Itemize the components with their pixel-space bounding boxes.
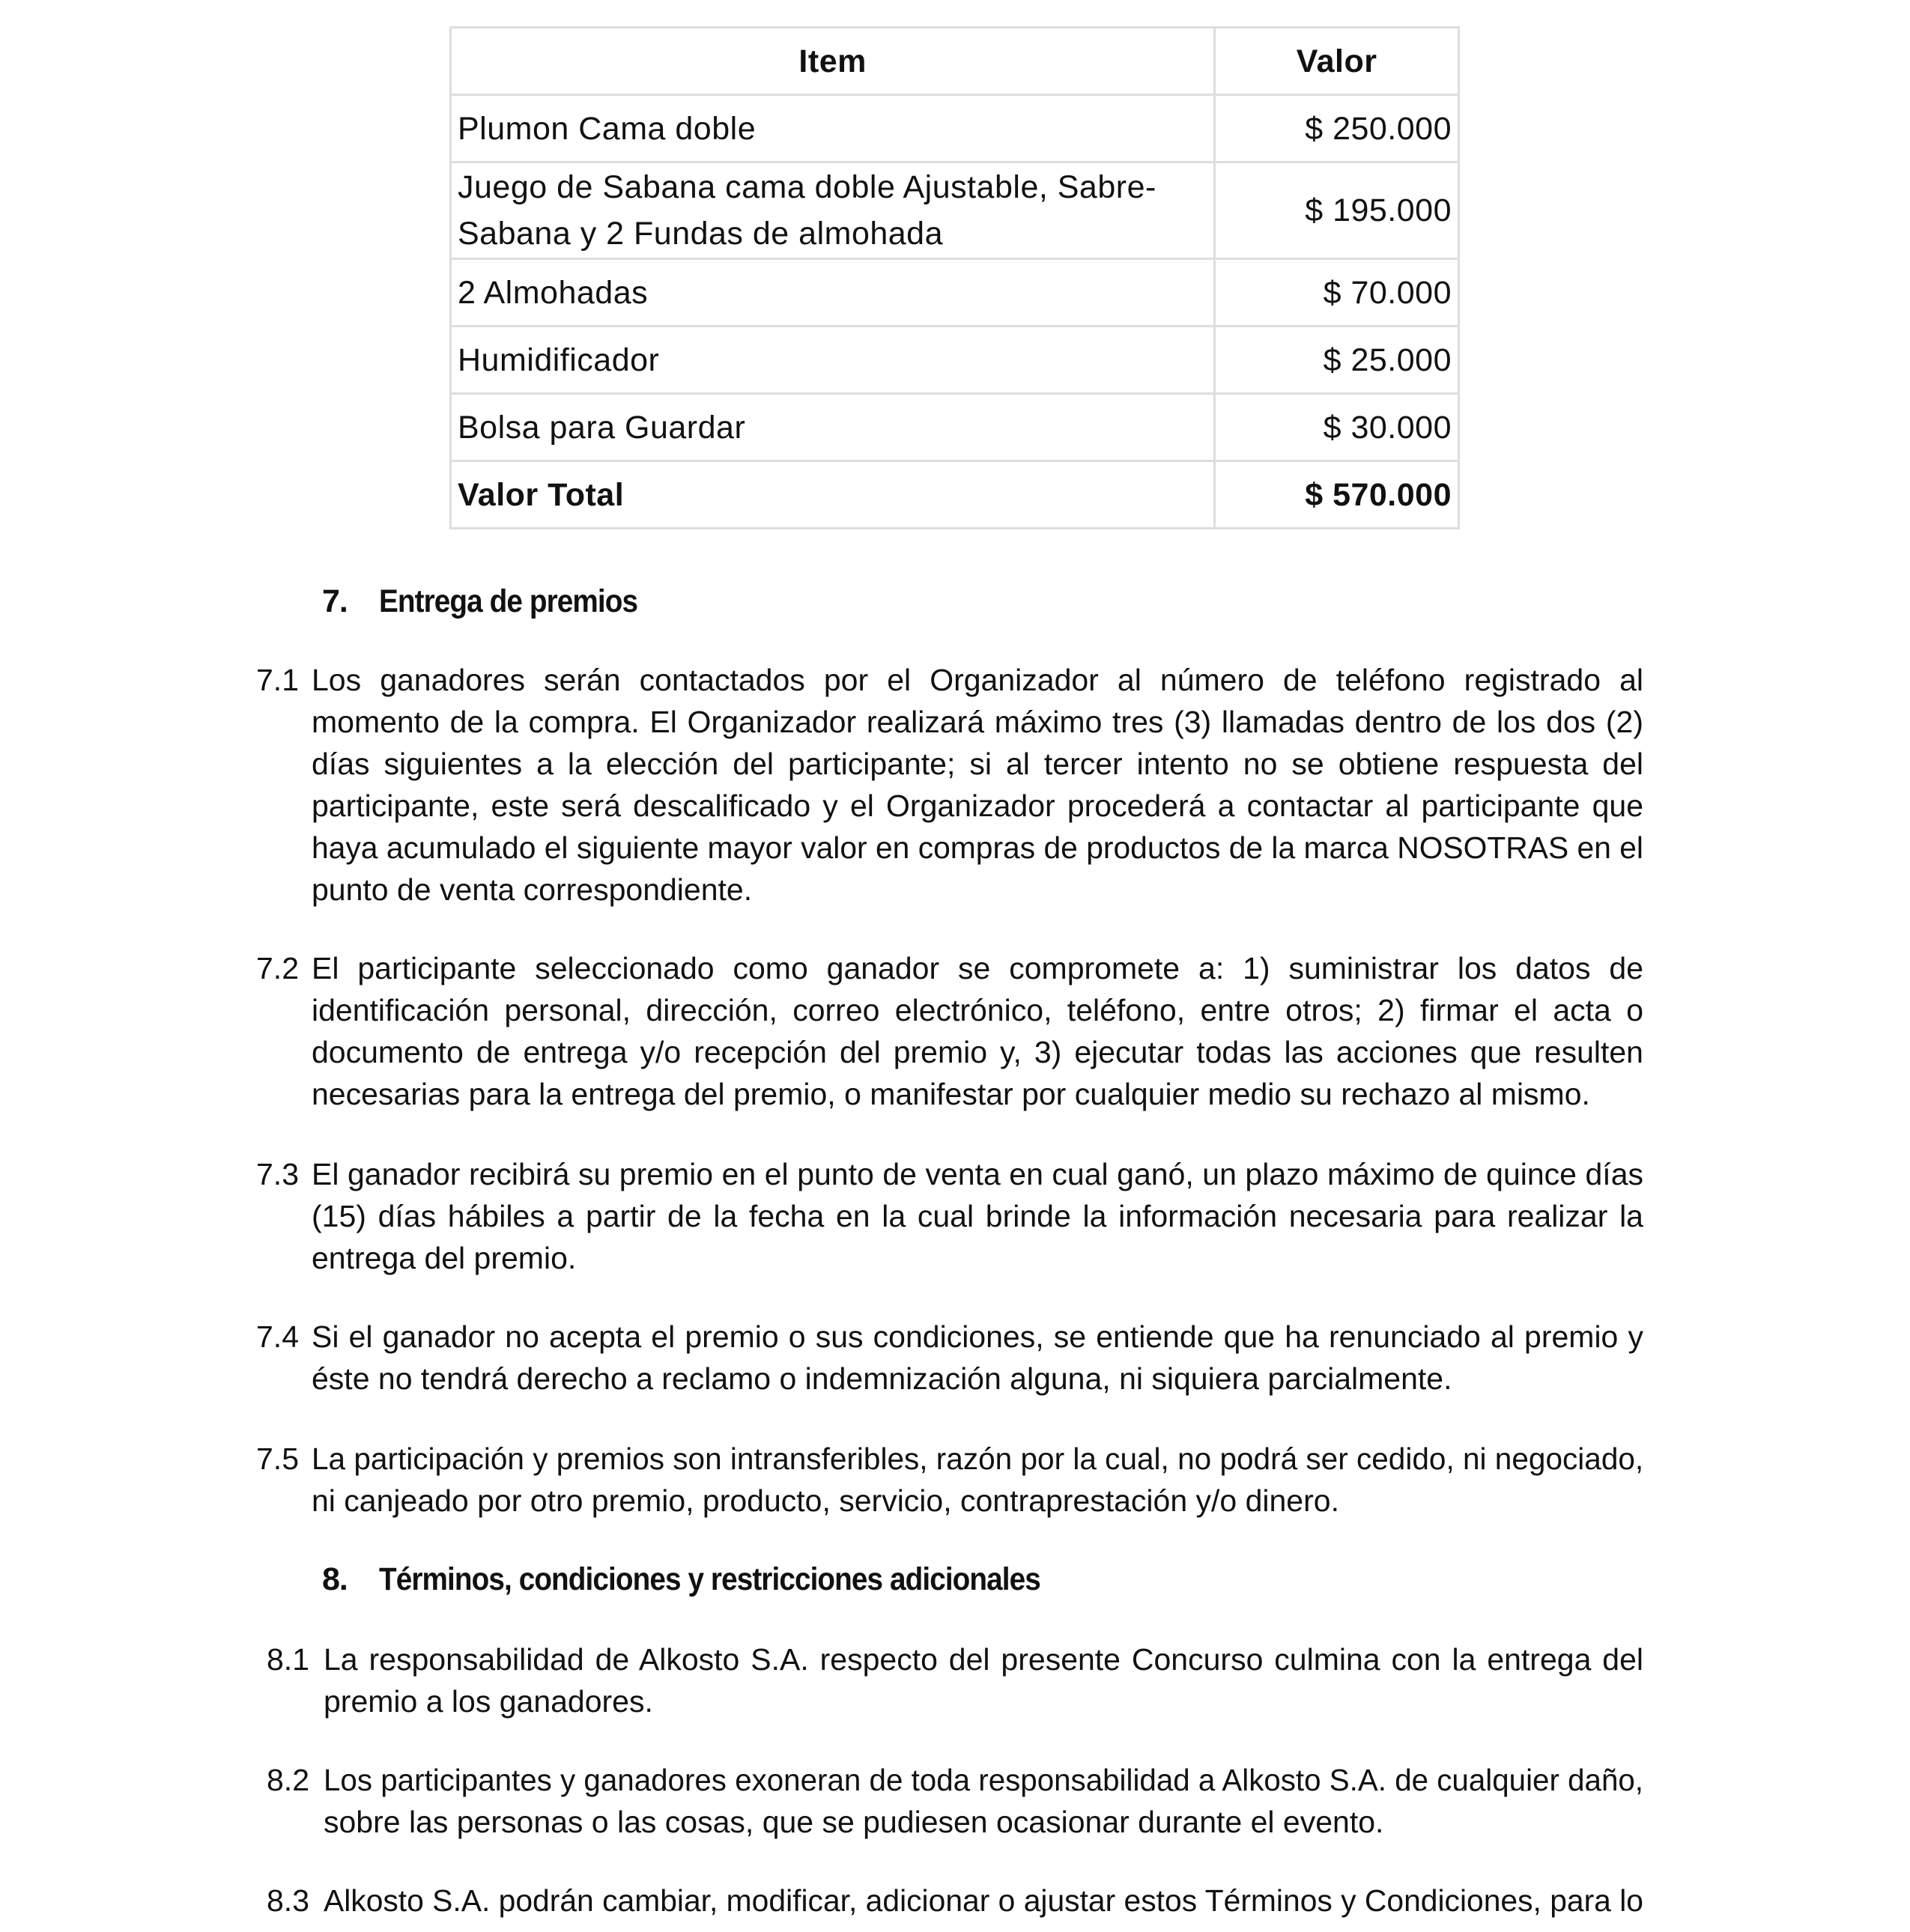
table-row [451,162,1459,259]
section-heading [322,580,996,622]
clause-body [312,1316,1643,1400]
value-cell: $ 195.000 [1215,162,1459,259]
clause-line: participante, este será descalificado y el Organizador procederá a contactar al participante que [312,789,1643,823]
clause-line: ni canjeado por otro premio, producto, servicio, contraprestación y/o dinero. [312,1483,1339,1518]
total-label: Valor Total [451,461,1215,529]
table-total-row [451,461,1459,529]
clause-line: La responsabilidad de Alkosto S.A. respecto del presente Concurso culmina con la entrega del [324,1642,1643,1677]
clause-line: sobre las personas o las cosas, que se pudiesen ocasionar durante el evento. [324,1805,1384,1839]
item-cell-line: Juego de Sabana cama doble Ajustable, Sabre- [458,169,1156,205]
clause-line: necesarias para la entrega del premio, o manifestar por cualquier medio su rechazo al mismo. [312,1077,1590,1111]
clause-body [324,1880,1643,1922]
value-cell: $ 25.000 [1215,326,1459,394]
clause-line: Los ganadores serán contactados por el Organizador al número de teléfono registrado al [312,663,1643,697]
clause-line: Si el ganador no acepta el premio o sus condiciones, se entiende que ha renunciado al premio y [312,1319,1643,1354]
section-title: Entrega de premios [379,583,638,619]
table-row [451,259,1459,326]
clause-body [312,947,1643,1115]
clause-line: El participante seleccionado como ganador se compromete a: 1) suministrar los datos de [312,951,1643,985]
column-header-value: Valor [1215,28,1459,95]
clause-number: 7.2 [256,951,299,985]
clause-line: La participación y premios son intransferibles, razón por la cual, no podrá ser cedido, ni negociado, [312,1442,1644,1476]
clause-number: 7.4 [256,1319,299,1354]
section-number: 7. [322,583,348,619]
clause-body [312,1153,1643,1279]
item-cell-line: Sabana y 2 Fundas de almohada [458,216,944,252]
clause-number: 7.3 [256,1157,299,1191]
column-header-item: Item [451,28,1215,95]
item-cell: Humidificador [451,326,1215,394]
clause-body [324,1759,1643,1843]
clause-line: entrega del premio. [312,1241,577,1275]
prize-table [449,26,1460,529]
section-heading [322,1558,1371,1600]
clause-number: 8.2 [267,1763,309,1797]
value-cell: $ 30.000 [1215,394,1459,461]
clause-line: momento de la compra. El Organizador realizará máximo tres (3) llamadas dentro de los dos (2) [312,705,1643,739]
clause-line: Alkosto S.A. podrán cambiar, modificar, adicionar o ajustar estos Términos y Condiciones, para lo [324,1883,1643,1918]
item-cell: Bolsa para Guardar [451,394,1215,461]
table-row [451,394,1459,461]
table-row [451,326,1459,394]
section-title: Términos, condiciones y restricciones adicionales [379,1561,1040,1597]
clause-line: El ganador recibirá su premio en el punto de venta en cual ganó, un plazo máximo de quince días [312,1157,1643,1191]
clause-line: punto de venta correspondiente. [312,872,753,907]
section-number: 8. [322,1561,348,1597]
item-cell: 2 Almohadas [451,259,1215,326]
clause-line: documento de entrega y/o recepción del premio y, 3) ejecutar todas las acciones que resulten [312,1035,1643,1069]
table-header-row [451,28,1459,95]
clause-line: premio a los ganadores. [324,1684,653,1719]
value-cell: $ 250.000 [1215,95,1459,162]
clause-body [324,1638,1643,1722]
clause-line: haya acumulado el siguiente mayor valor en compras de productos de la marca NOSOTRAS en el [312,830,1643,865]
clause-body [312,659,1643,911]
clause-number: 7.5 [256,1442,299,1476]
clause-line: días siguientes a la elección del participante; si al tercer intento no se obtiene respuesta del [312,747,1643,781]
value-cell: $ 70.000 [1215,259,1459,326]
clause-line: éste no tendrá derecho a reclamo o indemnización alguna, ni siquiera parcialmente. [312,1361,1452,1396]
item-cell [451,162,1215,259]
clause-number: 8.1 [267,1642,309,1677]
total-value: $ 570.000 [1215,461,1459,529]
clause-line: Los participantes y ganadores exoneran de toda responsabilidad a Alkosto S.A. de cualquier daño, [324,1763,1643,1797]
clause-line: identificación personal, dirección, correo electrónico, teléfono, entre otros; 2) firmar el acta o [312,993,1643,1027]
clause-body [312,1438,1643,1522]
clause-number: 7.1 [256,663,299,697]
clause-number: 8.3 [267,1883,309,1918]
table-row [451,95,1459,162]
clause-line: (15) días hábiles a partir de la fecha en la cual brinde la información necesaria para realizar la [312,1199,1643,1233]
item-cell: Plumon Cama doble [451,95,1215,162]
